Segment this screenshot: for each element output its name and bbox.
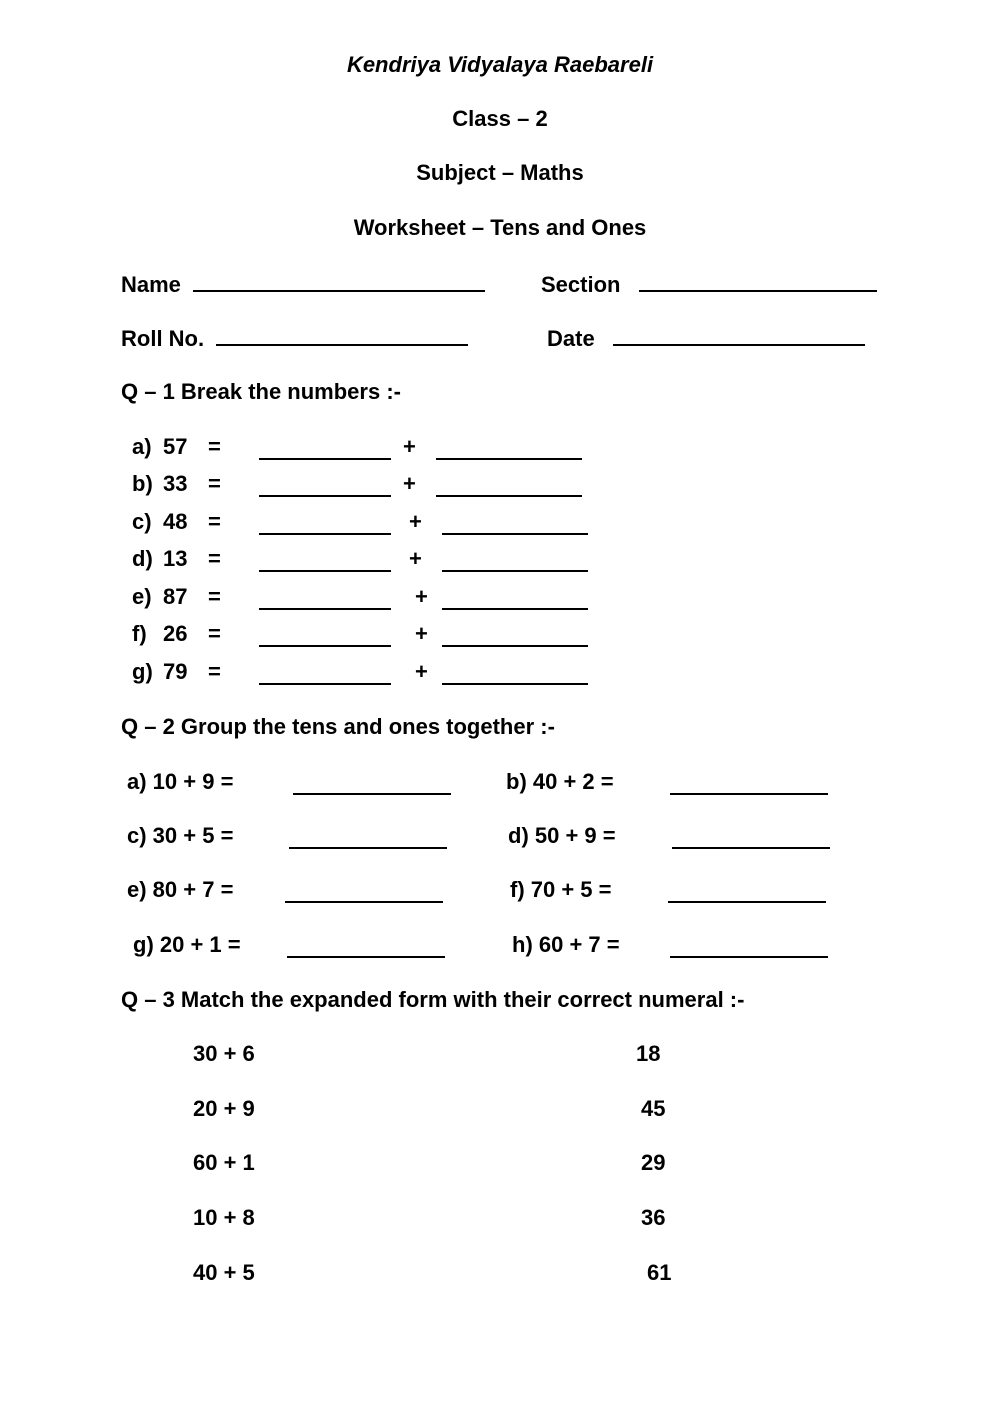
name-field xyxy=(121,270,485,298)
q2-answer-blank[interactable] xyxy=(672,827,830,849)
class-heading: Class – 2 xyxy=(452,106,548,131)
date-blank[interactable] xyxy=(613,324,865,346)
q1-equals: = xyxy=(208,434,221,459)
roll-blank[interactable] xyxy=(216,324,468,346)
roll-label: Roll No. xyxy=(121,326,205,351)
q1-plus: + xyxy=(403,471,416,496)
q2-answer-blank[interactable] xyxy=(287,936,445,958)
q3-expanded-form: 20 + 9 xyxy=(193,1096,255,1121)
q1-equals: = xyxy=(208,509,221,534)
q2-expression: c) 30 + 5 = xyxy=(127,823,234,848)
q1-tens-blank[interactable] xyxy=(259,588,391,610)
q1-item-number: 33 xyxy=(163,471,188,496)
q2-expression: d) 50 + 9 = xyxy=(508,823,616,848)
section-blank[interactable] xyxy=(639,270,877,292)
q1-item-number: 79 xyxy=(163,659,188,684)
q2-answer-blank[interactable] xyxy=(670,773,828,795)
q1-tens-blank[interactable] xyxy=(259,550,391,572)
date-label: Date xyxy=(547,326,595,351)
q1-item-number: 26 xyxy=(163,621,188,646)
q3-expanded-form: 40 + 5 xyxy=(193,1260,255,1285)
q1-equals: = xyxy=(208,584,221,609)
q1-plus: + xyxy=(415,621,428,646)
q1-item-label: a) xyxy=(132,434,152,459)
q1-plus: + xyxy=(409,546,422,571)
roll-field xyxy=(121,324,468,352)
q1-ones-blank[interactable] xyxy=(442,550,588,572)
q3-numeral: 18 xyxy=(636,1041,661,1066)
q1-equals: = xyxy=(208,471,221,496)
q1-plus: + xyxy=(415,584,428,609)
q2-title: Q – 2 Group the tens and ones together :- xyxy=(121,714,555,739)
q1-ones-blank[interactable] xyxy=(442,588,588,610)
date-field xyxy=(547,324,865,352)
q1-tens-blank[interactable] xyxy=(259,513,391,535)
q3-numeral: 36 xyxy=(641,1205,666,1230)
worksheet-title: Worksheet – Tens and Ones xyxy=(353,215,647,240)
subject-heading: Subject – Maths xyxy=(416,160,584,185)
q2-expression: b) 40 + 2 = xyxy=(506,769,614,794)
q2-expression: e) 80 + 7 = xyxy=(127,877,234,902)
q1-tens-blank[interactable] xyxy=(259,438,391,460)
q1-tens-blank[interactable] xyxy=(259,625,391,647)
q3-expanded-form: 60 + 1 xyxy=(193,1150,255,1175)
q1-plus: + xyxy=(409,509,422,534)
q1-ones-blank[interactable] xyxy=(442,663,588,685)
q3-title: Q – 3 Match the expanded form with their correct numeral :- xyxy=(121,987,745,1012)
q1-item-label: f) xyxy=(132,621,147,646)
q1-item-label: d) xyxy=(132,546,153,571)
section-label: Section xyxy=(541,272,621,297)
q1-item-number: 87 xyxy=(163,584,188,609)
q1-equals: = xyxy=(208,546,221,571)
q3-numeral: 29 xyxy=(641,1150,666,1175)
q2-answer-blank[interactable] xyxy=(670,936,828,958)
q2-answer-blank[interactable] xyxy=(285,881,443,903)
q1-item-number: 57 xyxy=(163,434,188,459)
q1-item-label: e) xyxy=(132,584,152,609)
q1-item-number: 48 xyxy=(163,509,188,534)
q2-expression: a) 10 + 9 = xyxy=(127,769,234,794)
q3-expanded-form: 10 + 8 xyxy=(193,1205,255,1230)
q1-ones-blank[interactable] xyxy=(436,438,582,460)
name-blank[interactable] xyxy=(193,270,485,292)
q1-title: Q – 1 Break the numbers :- xyxy=(121,379,401,404)
q1-ones-blank[interactable] xyxy=(442,513,588,535)
q1-equals: = xyxy=(208,659,221,684)
q1-ones-blank[interactable] xyxy=(442,625,588,647)
school-name: Kendriya Vidyalaya Raebareli xyxy=(346,52,654,77)
q2-expression: f) 70 + 5 = xyxy=(510,877,612,902)
q1-item-number: 13 xyxy=(163,546,188,571)
q1-tens-blank[interactable] xyxy=(259,663,391,685)
q3-expanded-form: 30 + 6 xyxy=(193,1041,255,1066)
q3-numeral: 45 xyxy=(641,1096,666,1121)
q1-ones-blank[interactable] xyxy=(436,475,582,497)
q2-expression: g) 20 + 1 = xyxy=(133,932,241,957)
q2-answer-blank[interactable] xyxy=(289,827,447,849)
q2-answer-blank[interactable] xyxy=(293,773,451,795)
q1-item-label: b) xyxy=(132,471,153,496)
name-label: Name xyxy=(121,272,181,297)
q2-expression: h) 60 + 7 = xyxy=(512,932,620,957)
q2-answer-blank[interactable] xyxy=(668,881,826,903)
q1-plus: + xyxy=(415,659,428,684)
section-field xyxy=(541,270,877,298)
q1-item-label: c) xyxy=(132,509,152,534)
q1-equals: = xyxy=(208,621,221,646)
q3-numeral: 61 xyxy=(647,1260,672,1285)
q1-plus: + xyxy=(403,434,416,459)
q1-item-label: g) xyxy=(132,659,153,684)
q1-tens-blank[interactable] xyxy=(259,475,391,497)
